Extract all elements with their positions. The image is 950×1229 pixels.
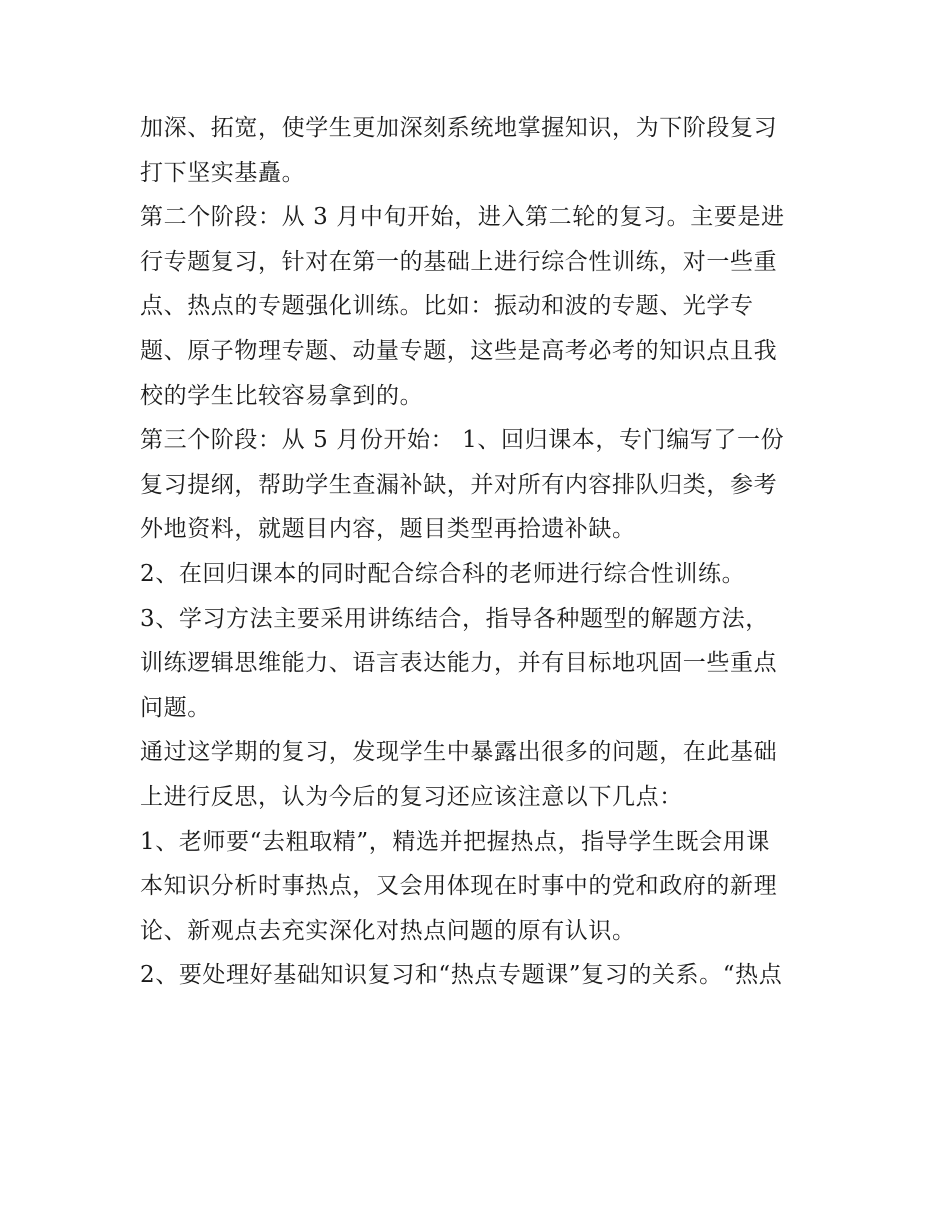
text-line: 训练逻辑思维能力、语言表达能力，并有目标地巩固一些重点 [140,650,778,677]
text-line: 通过这学期的复习，发现学生中暴露出很多的问题，在此基础 [140,739,778,766]
text-line: 问题。 [140,694,211,721]
document-body [140,106,830,998]
text-line: 2、在回归课本的同时配合综合科的老师进行综合性训练。 [140,560,746,587]
text-line: 点、热点的专题强化训练。比如：振动和波的专题、光学专 [140,293,754,320]
text-line: 打下坚实基矗。 [140,159,306,186]
text-line: 第三个阶段：从 5 月份开始： 1、回归课本，专门编写了一份 [140,427,785,454]
text-line: 2、要处理好基础知识复习和“热点专题课”复习的关系。“热点 [140,962,783,989]
text-line: 上进行反思，认为今后的复习还应该注意以下几点： [140,783,683,810]
text-line: 校的学生比较容易拿到的。 [140,382,424,409]
text-line: 题、原子物理专题、动量专题，这些是高考必考的知识点且我 [140,337,778,364]
text-line: 本知识分析时事热点，又会用体现在时事中的党和政府的新理 [140,873,778,900]
text-line: 论、新观点去充实深化对热点问题的原有认识。 [140,917,636,944]
text-line: 3、学习方法主要采用讲练结合，指导各种题型的解题方法， [140,605,769,632]
text-line: 行专题复习，针对在第一的基础上进行综合性训练，对一些重 [140,248,778,275]
text-line: 复习提纲，帮助学生查漏补缺，并对所有内容排队归类，参考 [140,471,778,498]
text-line: 加深、拓宽，使学生更加深刻系统地掌握知识，为下阶段复习 [140,115,778,141]
text-line: 第二个阶段：从 3 月中旬开始，进入第二轮的复习。主要是进 [140,204,785,231]
text-line: 外地资料，就题目内容，题目类型再拾遗补缺。 [140,516,636,543]
text-line: 1、老师要“去粗取精”，精选并把握热点，指导学生既会用课 [140,828,770,855]
